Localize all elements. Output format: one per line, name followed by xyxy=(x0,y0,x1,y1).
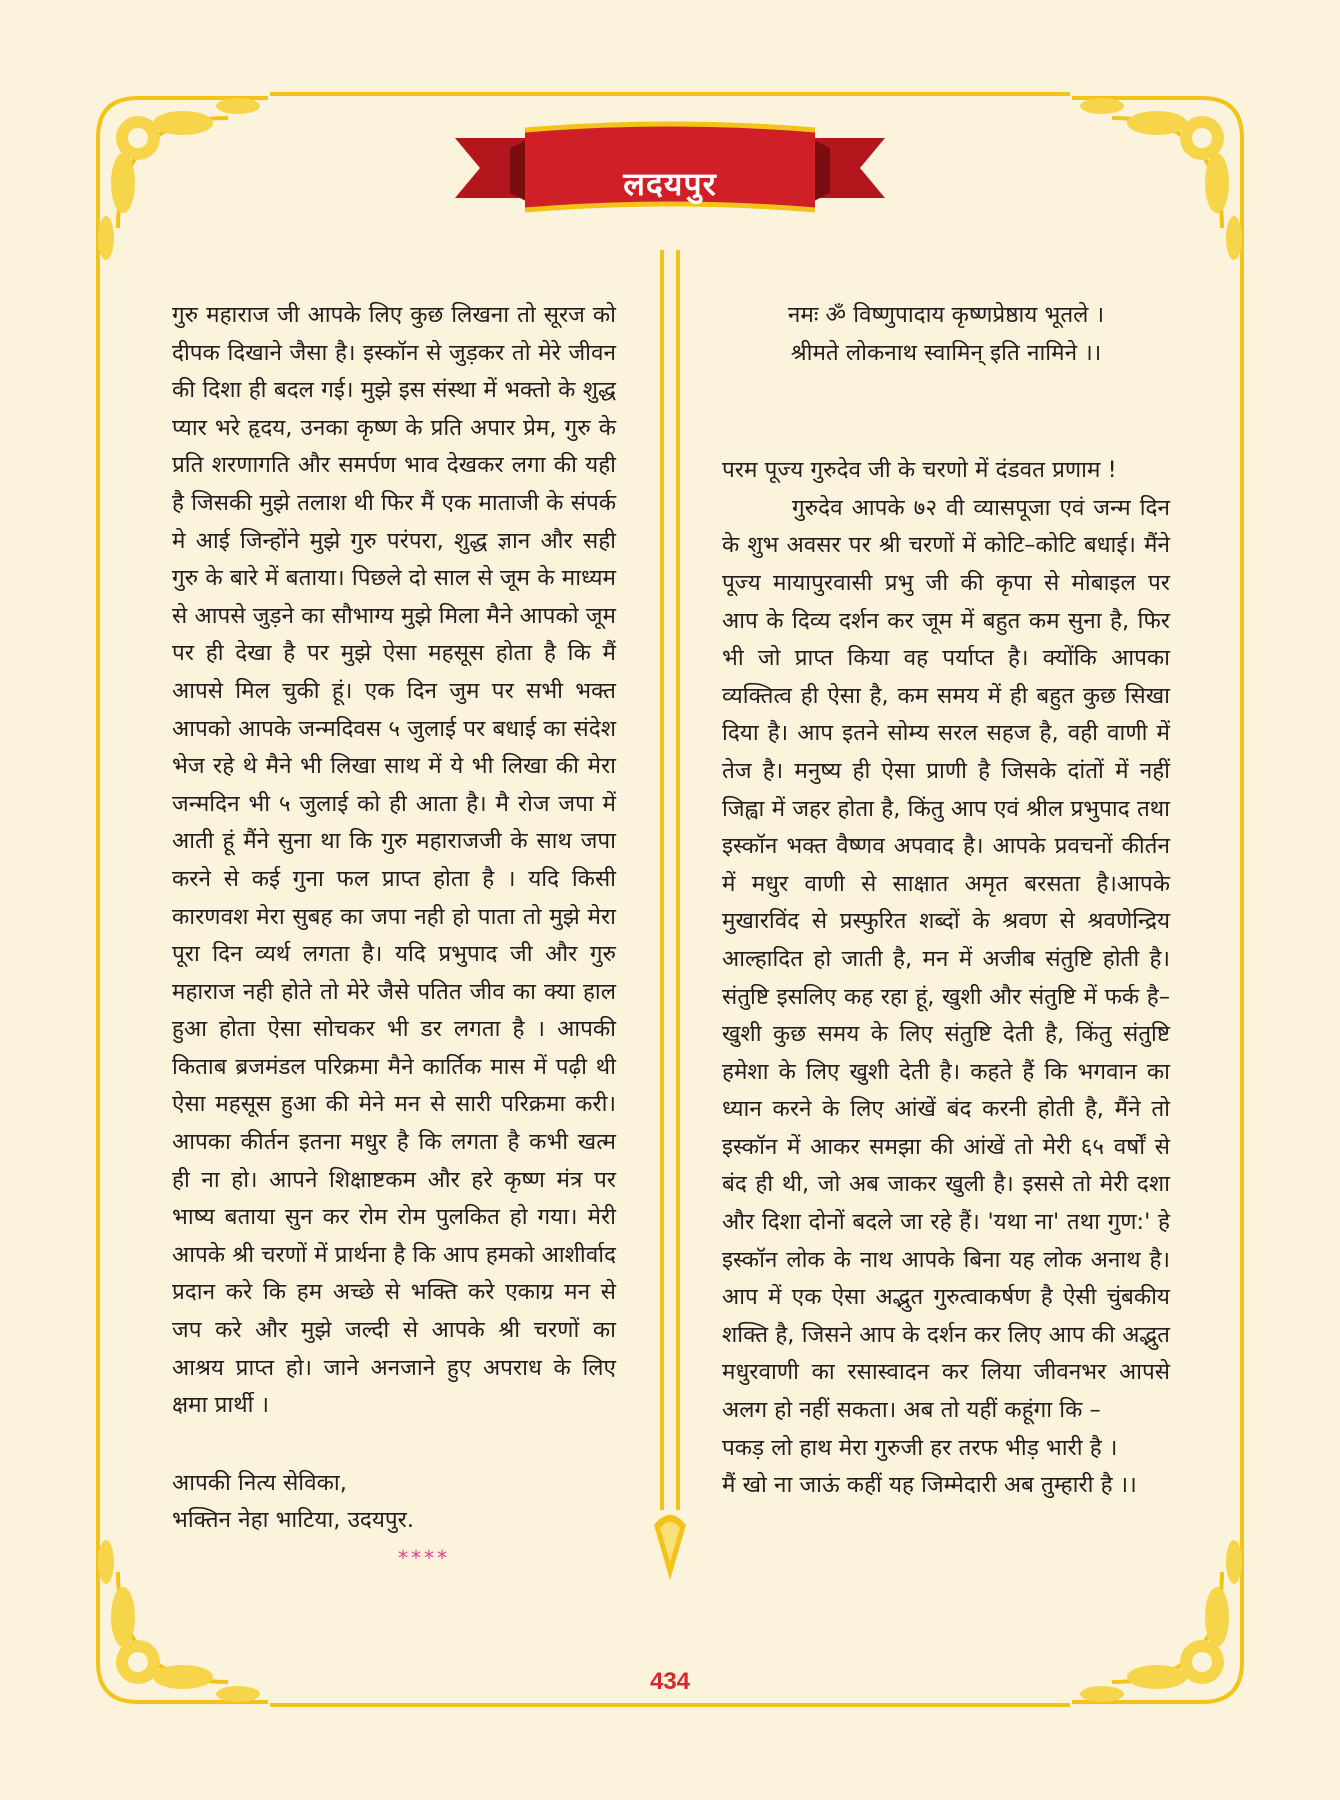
frame-left-border xyxy=(96,265,100,1535)
left-column xyxy=(172,297,616,1578)
verse-line: पकड़ लो हाथ मेरा गुरुजी हर तरफ भीड़ भारी है । xyxy=(722,1434,1118,1461)
column-divider-icon xyxy=(648,250,692,1600)
mantra-line: नमः ॐ विष्णुपादाय कृष्णप्रेष्ठाय भूतले । xyxy=(787,302,1105,328)
letter-body-left: गुरु महाराज जी आपके लिए कुछ लिखना तो सूरज को दीपक दिखाने जैसा है। इस्कॉन से जुड़कर तो मेरे जीवन की दिशा ही बदल गई। मुझे इस संस्था में भक्तो के शुद्ध प्यार भरे हृदय, उनका कृष्ण के प्रति अपार प्रेम, गुरु के प्रति शरणागति और समर्पण भाव देखकर लगा की यही है जिसकी मुझे तलाश थी फिर मैं एक माताजी के संपर्क मे आई जिन्होंने मुझे गुरु परंपरा, शुद्ध ज्ञान और सही गुरु के बारे में बताया। पिछले दो साल से जूम के माध्यम से आपसे जुड़ने का सौभाग्य मुझे मिला मैने आपको जूम पर ही देखा है पर मुझे ऐसा महसूस होता है कि मैं आपसे मिल चुकी हूं। एक दिन जुम पर सभी भक्त आपको आपके जन्मदिवस ५ जुलाई पर बधाई का संदेश भेज रहे थे मैने भी लिखा साथ में ये भी लिखा की मेरा जन्मदिन भी ५ जुलाई को ही आता है। मै रोज जपा में आती हूं मैंने सुना था कि गुरु महाराजजी के साथ जपा करने से कई गुना फल प्राप्त होता है । यदि किसी कारणवश मेरा सुबह का जपा नही हो पाता तो मुझे मेरा पूरा दिन व्यर्थ लगता है। यदि प्रभुपाद जी और गुरु महाराज नही होते तो मेरे जैसे पतित जीव का क्या हाल हुआ होता ऐसा सोचकर भी डर लगता है । आपकी किताब ब्रजमंडल परिक्रमा मैने कार्तिक मास में पढ़ी थी ऐसा महसूस हुआ की मेने मन से सारी परिक्रमा करी। आपका कीर्तन इतना मधुर है कि लगता है कभी खत्म ही ना हो। आपने शिक्षाष्टकम और हरे कृष्ण मंत्र पर भाष्य बताया सुन कर रोम रोम पुलकित हो गया। मेरी आपके श्री चरणों में प्रार्थना है कि आप हमको आशीर्वाद प्रदान करे कि हम अच्छे से भक्ति करे एकाग्र मन से जप करे और मुझे जल्दी से आपके श्री चरणों का आश्रय प्राप्त हो। जाने अनजाने हुए अपराध के लिए क्षमा प्रार्थी । xyxy=(172,302,616,1419)
signature-line: आपकी नित्य सेविका, xyxy=(172,1469,347,1496)
letter-body-right: गुरुदेव आपके ७२ वी व्यासपूजा एवं जन्म दिन के शुभ अवसर पर श्री चरणों में कोटि–कोटि बधाई। मैंने पूज्य मायापुरवासी प्रभु जी की कृपा से मोबाइल पर आप के दिव्य दर्शन कर जूम में बहुत कम सुना है, फिर भी जो प्राप्त किया वह पर्याप्त है। क्योंकि आपका व्यक्तित्व ही ऐसा है, कम समय में ही बहुत कुछ सिखा दिया है। आप इतने सोम्य सरल सहज है, वही वाणी में तेज है। मनुष्य ही ऐसा प्राणी है जिसके दांतों में नहीं जिह्वा में जहर होता है, किंतु आप एवं श्रील प्रभुपाद तथा इस्कॉन भक्त वैष्णव अपवाद है। आपके प्रवचनों कीर्तन में मधुर वाणी से साक्षात अमृत बरसता है।आपके मुखारविंद से प्रस्फुरित शब्दों के श्रवण से श्रवणेन्द्रिय आल्हादित हो जाती है, मन में अजीब संतुष्टि होती है। संतुष्टि इसलिए कह रहा हूं, खुशी और संतुष्टि में फर्क है– खुशी कुछ समय के लिए संतुष्टि देती है, किंतु संतुष्टि हमेशा के लिए खुशी देती है। कहते हैं कि भगवान का ध्यान करने के लिए आंखें बंद करनी होती है, मैंने तो इस्कॉन में आकर समझा की आंखें तो मेरी ६५ वर्षों से बंद ही थी, जो अब जाकर खुली है। इससे तो मेरी दशा और दिशा दोनों बदले जा रहे हैं। 'यथा ना' तथा गुण:' हे इस्कॉन लोक के नाथ आपके बिना यह लोक अनाथ है। आप में एक ऐसा अद्भुत गुरुत्वाकर्षण है ऐसी चुंबकीय शक्ति है, जिसने आप के दर्शन कर लिए आप की अद्भुत मधुरवाणी का रसास्वादन कर लिया जीवनभर आपसे अलग हो नहीं सकता। अब तो यहीं कहूंगा कि – xyxy=(722,494,1170,1424)
frame-right-border xyxy=(1240,265,1244,1535)
stars-separator: **** xyxy=(398,1546,450,1570)
salutation: परम पूज्य गुरुदेव जी के चरणो में दंडवत प्रणाम ! xyxy=(722,457,1117,484)
page-number: 434 xyxy=(649,1668,691,1695)
right-column xyxy=(722,297,1170,1505)
page-title: लदयपुर xyxy=(623,165,717,203)
frame-bottom-border xyxy=(270,1703,1070,1707)
frame-top-border xyxy=(270,92,1070,96)
mantra-line: श्रीमते लोकनाथ स्वामिन् इति नामिने ।। xyxy=(790,339,1102,366)
verse-line: मैं खो ना जाऊं कहीं यह जिम्मेदारी अब तुम्हारी है ।। xyxy=(722,1472,1137,1499)
signature-name: भक्तिन नेहा भाटिया, उदयपुर. xyxy=(172,1507,415,1534)
